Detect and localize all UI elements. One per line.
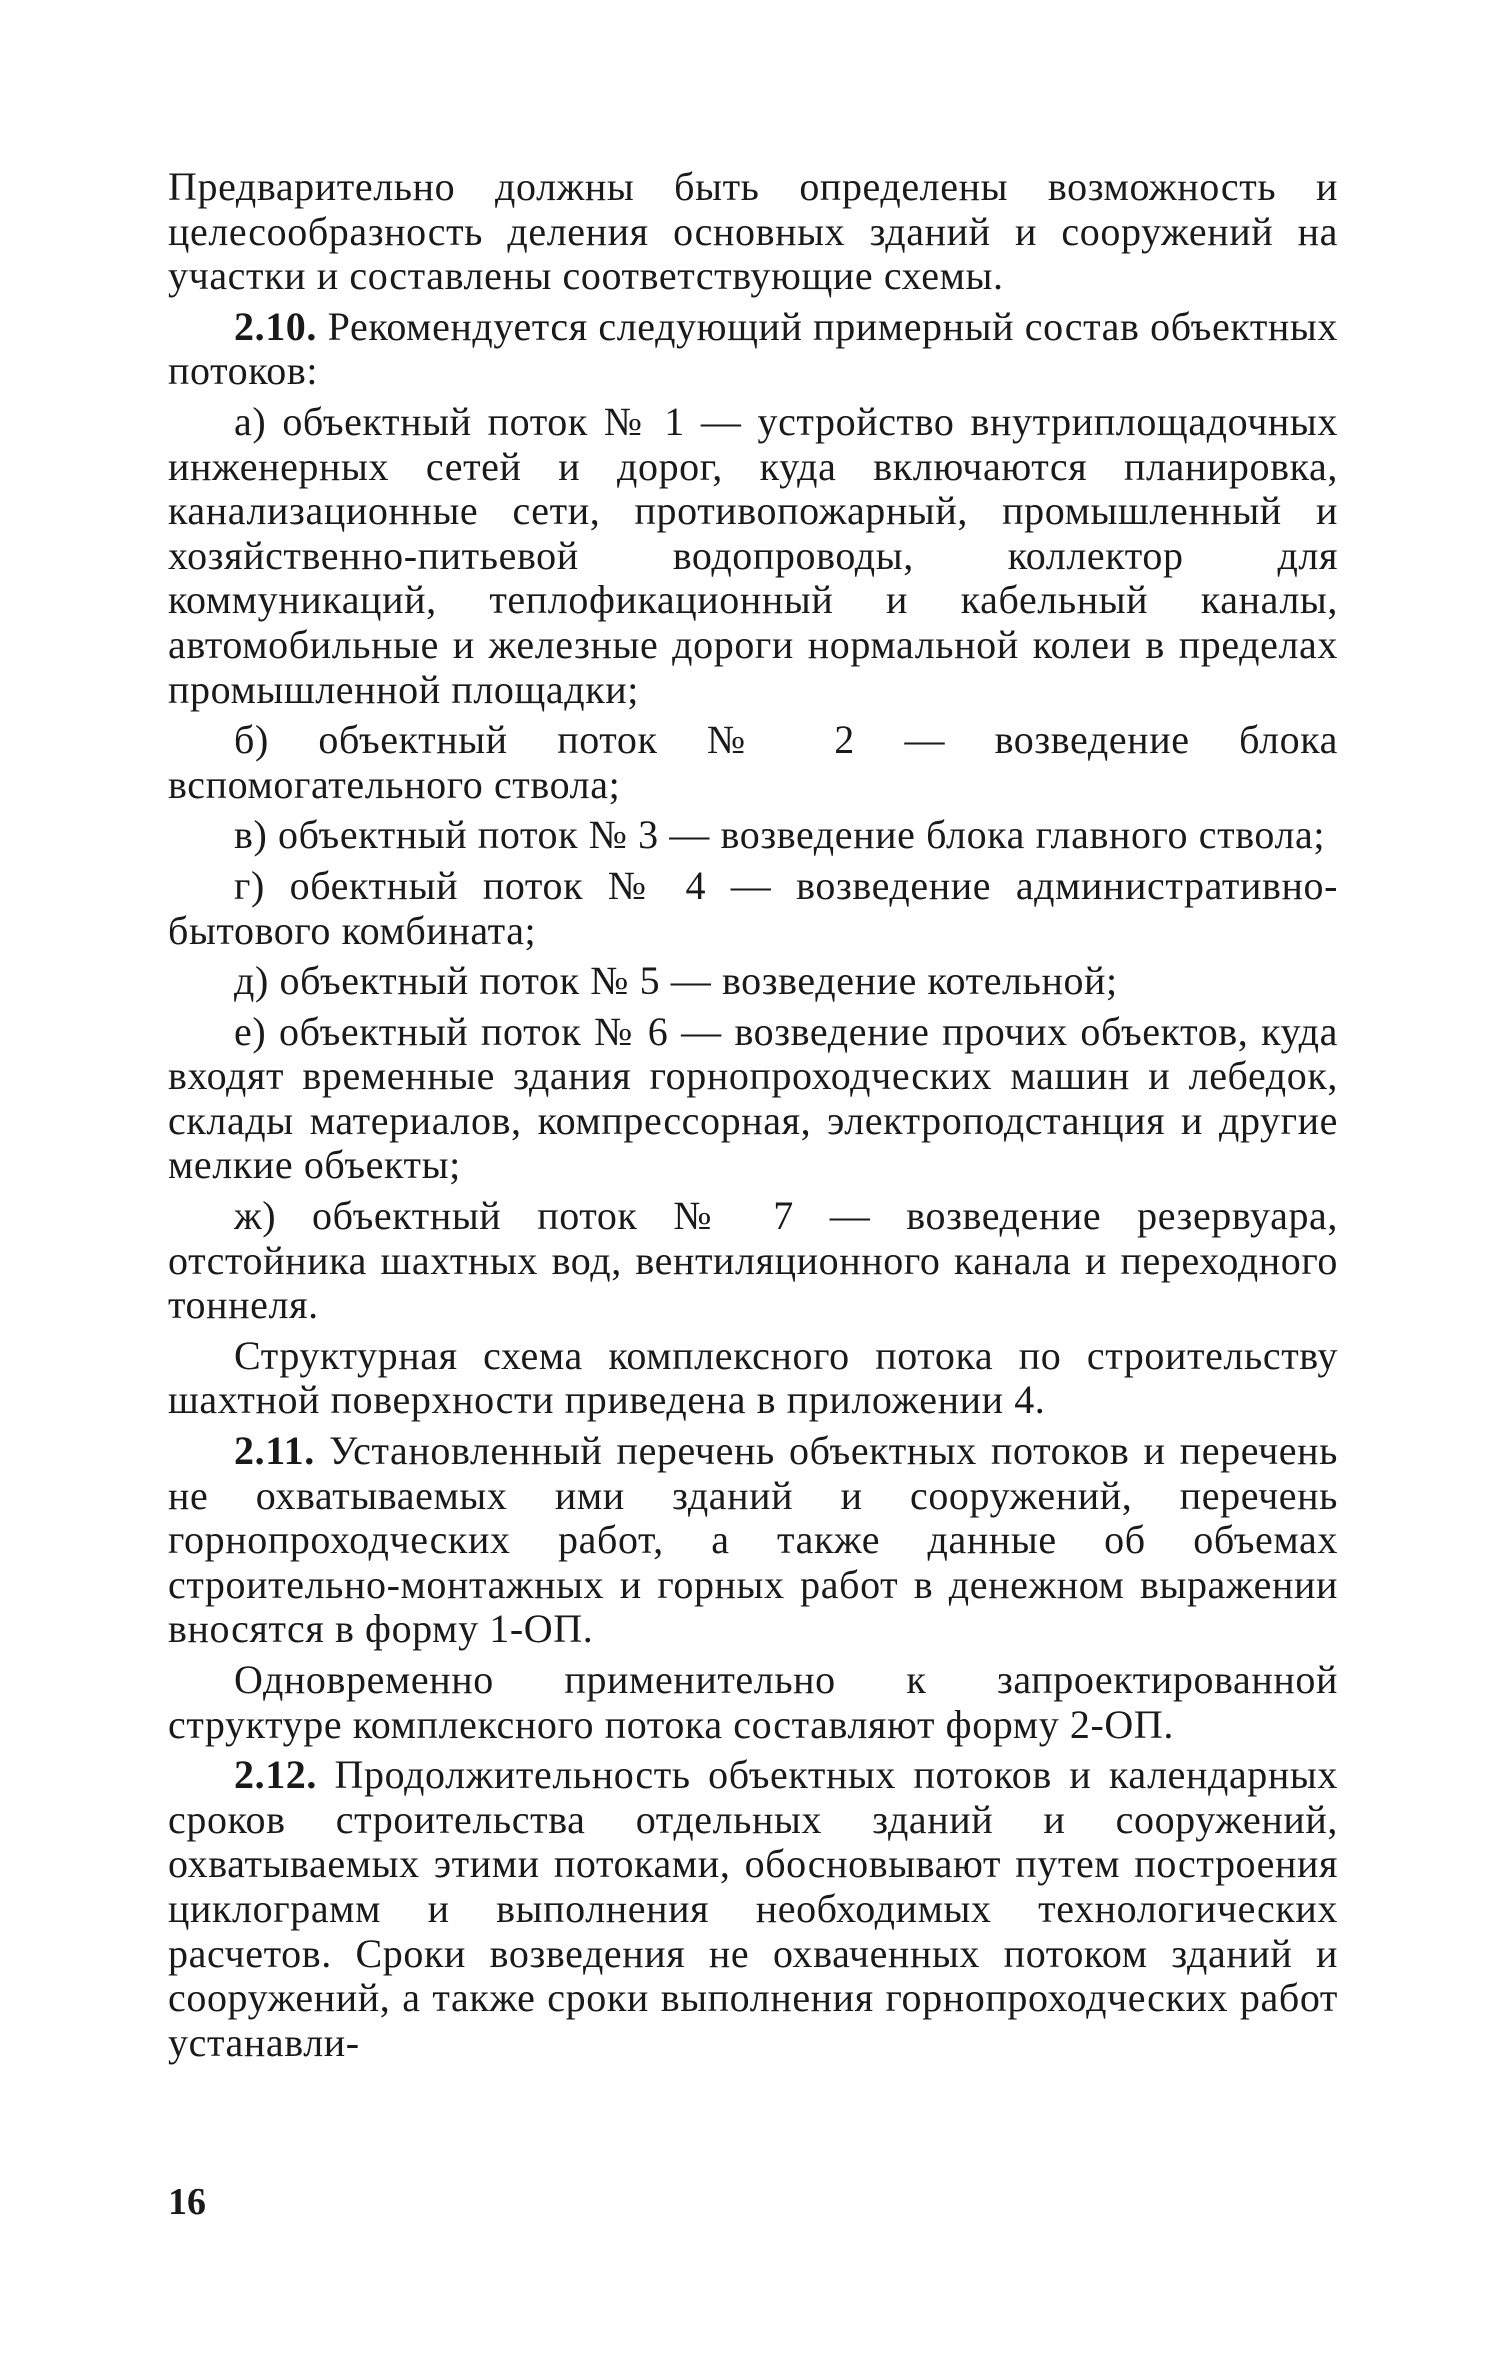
paragraph-text: Структурная схема комплексного потока по строительству шахтной поверхности приведена в приложении 4. xyxy=(168,1332,1338,1423)
paragraph-text: г) обектный поток № 4 — возведение административно-бытового комбината; xyxy=(168,862,1338,953)
paragraph-intro xyxy=(168,165,1338,299)
list-item-g xyxy=(168,864,1338,953)
paragraph-text: Продолжительность объектных потоков и календарных сроков строительства отдельных зданий и сооружений, охватываемых этими потоками, обосновывают путем построения циклограмм и выполнения необходимых технологических расчетов. Сроки возведения не охваченных потоком зданий и сооружений, а также сроки выполнения горнопроходческих работ устанавли- xyxy=(168,1752,1338,2065)
section-number: 2.11. xyxy=(234,1428,315,1474)
paragraph-2-12 xyxy=(168,1753,1338,2065)
list-item-a xyxy=(168,400,1338,712)
paragraph-text: ж) объектный поток № 7 — возведение резервуара, отстойника шахтных вод, вентиляционного канала и переходного тоннеля. xyxy=(168,1193,1338,1328)
paragraph-text: е) объектный поток № 6 — возведение прочих объектов, куда входят временные здания горнопроходческих машин и лебедок, склады материалов, компрессорная, электроподстанция и другие мелкие объекты; xyxy=(168,1008,1338,1188)
paragraph-structure xyxy=(168,1334,1338,1423)
paragraph-text: Предварительно должны быть определены возможность и целесообразность деления основных зданий и сооружений на участки и составлены соответствующие схемы. xyxy=(168,164,1338,299)
paragraph-text: Одновременно применительно к запроектированной структуре комплексного потока составляют форму 2-ОП. xyxy=(168,1657,1338,1747)
list-item-b xyxy=(168,718,1338,807)
paragraph-2-11 xyxy=(168,1429,1338,1652)
list-item-e xyxy=(168,1010,1338,1188)
paragraph-text: а) объектный поток № 1 — устройство внутриплощадочных инженерных сетей и дорог, куда включаются планировка, канализационные сети, противопожарный, промышленный и хозяйственно-питьевой водопроводы, коллектор для коммуникаций, теплофикационный и кабельный каналы, автомобильные и железные дороги нормальной колеи в пределах промышленной площадки; xyxy=(168,398,1338,712)
page-number: 16 xyxy=(168,2181,206,2223)
paragraph-2-10 xyxy=(168,305,1338,394)
paragraph-simultaneous xyxy=(168,1658,1338,1747)
paragraph-text: в) объектный поток № 3 — возведение блока главного ствола; xyxy=(234,812,1326,858)
section-number: 2.10. xyxy=(234,303,317,349)
paragraph-text: б) объектный поток № 2 — возведение блока вспомогательного ствола; xyxy=(168,717,1338,807)
paragraph-text: д) объектный поток № 5 — возведение котельной; xyxy=(234,958,1118,1004)
list-item-v xyxy=(168,813,1338,858)
list-item-d xyxy=(168,959,1338,1004)
paragraph-text: Рекомендуется следующий примерный состав объектных потоков: xyxy=(168,303,1338,394)
list-item-zh xyxy=(168,1194,1338,1328)
section-number: 2.12. xyxy=(234,1752,317,1798)
paragraph-text: Установленный перечень объектных потоков и перечень не охватываемых ими зданий и сооружений, перечень горнопроходческих работ, а также данные об объемах строительно-монтажных и горных работ в денежном выражении вносятся в форму 1-ОП. xyxy=(168,1428,1338,1652)
document-page xyxy=(168,165,1338,2071)
